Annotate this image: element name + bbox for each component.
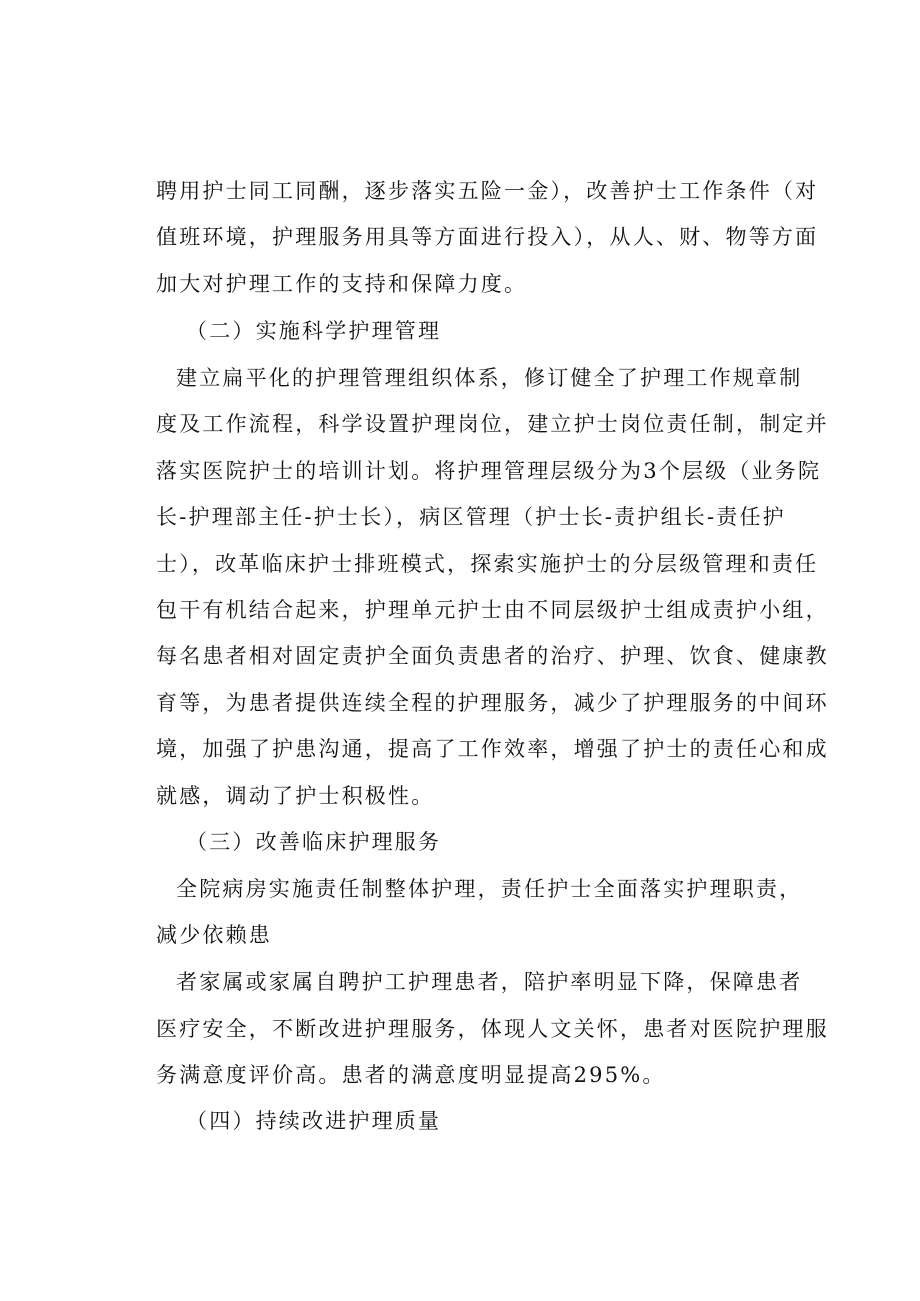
text-line: 包干有机结合起来，护理单元护士由不同层级护士组成责护小组， [156, 598, 829, 622]
section-heading-3: （三）改善临床护理服务 [186, 830, 442, 854]
text-line: 长-护理部主任-护士长），病区管理（护士长-责护组长-责任护 [156, 505, 786, 529]
text-line: 境，加强了护患沟通，提高了工作效率，增强了护士的责任心和成 [156, 737, 829, 761]
text-line: 值班环境，护理服务用具等方面进行投入），从人、财、物等方面 [156, 225, 819, 249]
text-line: 士），改革临床护士排班模式，探索实施护士的分层级管理和责任 [156, 552, 819, 576]
text-line: 育等，为患者提供连续全程的护理服务，减少了护理服务的中间环 [156, 691, 829, 715]
paragraph-start: 全院病房实施责任制整体护理，责任护士全面落实护理职责， [176, 877, 803, 901]
text-line: 减少依赖患 [156, 923, 272, 947]
section-heading-2: （二）实施科学护理管理 [186, 319, 442, 343]
paragraph-start: 建立扁平化的护理管理组织体系，修订健全了护理工作规章制 [176, 366, 803, 390]
text-line: 医疗安全，不断改进护理服务，体现人文关怀，患者对医院护理服 [156, 1017, 829, 1041]
section-heading-4: （四）持续改进护理质量 [186, 1109, 442, 1133]
text-line: 聘用护士同工同酬，逐步落实五险一金），改善护士工作条件（对 [156, 179, 819, 203]
text-line: 加大对护理工作的支持和保障力度。 [156, 272, 528, 296]
text-line: 落实医院护士的培训计划。将护理管理层级分为3个层级（业务院 [156, 459, 822, 483]
text-line: 就感，调动了护士积极性。 [156, 784, 435, 808]
text-line: 度及工作流程，科学设置护理岗位，建立护士岗位责任制，制定并 [156, 412, 829, 436]
paragraph-start: 者家属或家属自聘护工护理患者，陪护率明显下降，保障患者 [176, 970, 803, 994]
text-line: 每名患者相对固定责护全面负责患者的治疗、护理、饮食、健康教 [156, 644, 829, 668]
text-line: 务满意度评价高。患者的满意度明显提高295%。 [156, 1063, 666, 1087]
